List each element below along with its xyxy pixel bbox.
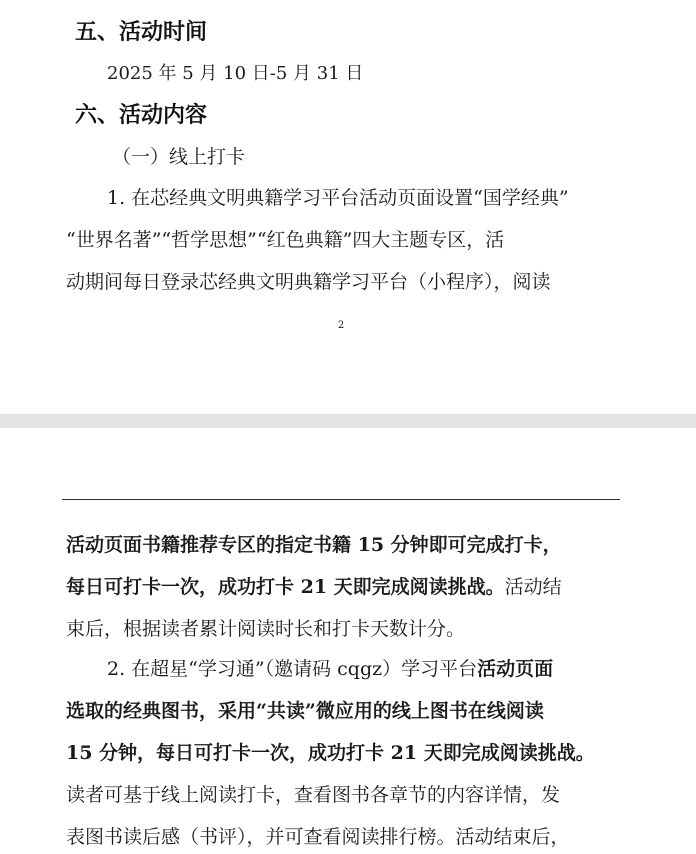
document-page-3	[0, 428, 696, 854]
paragraph-line: 1. 在芯经典文明典籍学习平台活动页面设置“国学经典”	[107, 187, 569, 209]
subheading-online-checkin: （一）线上打卡	[112, 146, 246, 168]
paragraph-line: 15 分钟，每日可打卡一次，成功打卡 21 天即完成阅读挑战。	[66, 742, 595, 764]
paragraph-line	[66, 576, 562, 598]
text-span: 2. 在超星“学习通”（邀请码 cqgz）学习平台	[107, 658, 478, 680]
paragraph-line: “世界名著”“哲学思想”“红色典籍”四大主题专区，活	[66, 229, 505, 251]
paragraph-line: 动期间每日登录芯经典文明典籍学习平台（小程序），阅读	[66, 271, 551, 293]
paragraph-line: 读者可基于线上阅读打卡，查看图书各章节的内容详情，发	[66, 784, 561, 806]
section-heading-activity-time: 五、活动时间	[75, 20, 208, 45]
activity-time-text: 2025 年 5 月 10 日-5 月 31 日	[107, 63, 364, 84]
section-heading-activity-content: 六、活动内容	[75, 103, 208, 128]
document-page-2	[0, 0, 696, 414]
paragraph-line	[107, 658, 553, 680]
paragraph-line: 表图书读后感（书评），并可查看阅读排行榜。活动结束后，	[66, 826, 570, 848]
bold-span: 活动页面	[477, 658, 554, 680]
paragraph-line: 活动页面书籍推荐专区的指定书籍 15 分钟即可完成打卡，	[66, 534, 562, 556]
text-span: 活动结	[504, 576, 562, 598]
page-gap	[0, 414, 696, 428]
paragraph-line: 束后，根据读者累计阅读时长和打卡天数计分。	[66, 618, 466, 640]
page-number: 2	[337, 320, 345, 331]
bold-span: 每日可打卡一次，成功打卡 21 天即完成阅读挑战。	[66, 576, 505, 598]
header-rule	[62, 499, 620, 500]
paragraph-line: 选取的经典图书，采用“共读”微应用的线上图书在线阅读	[66, 700, 544, 722]
